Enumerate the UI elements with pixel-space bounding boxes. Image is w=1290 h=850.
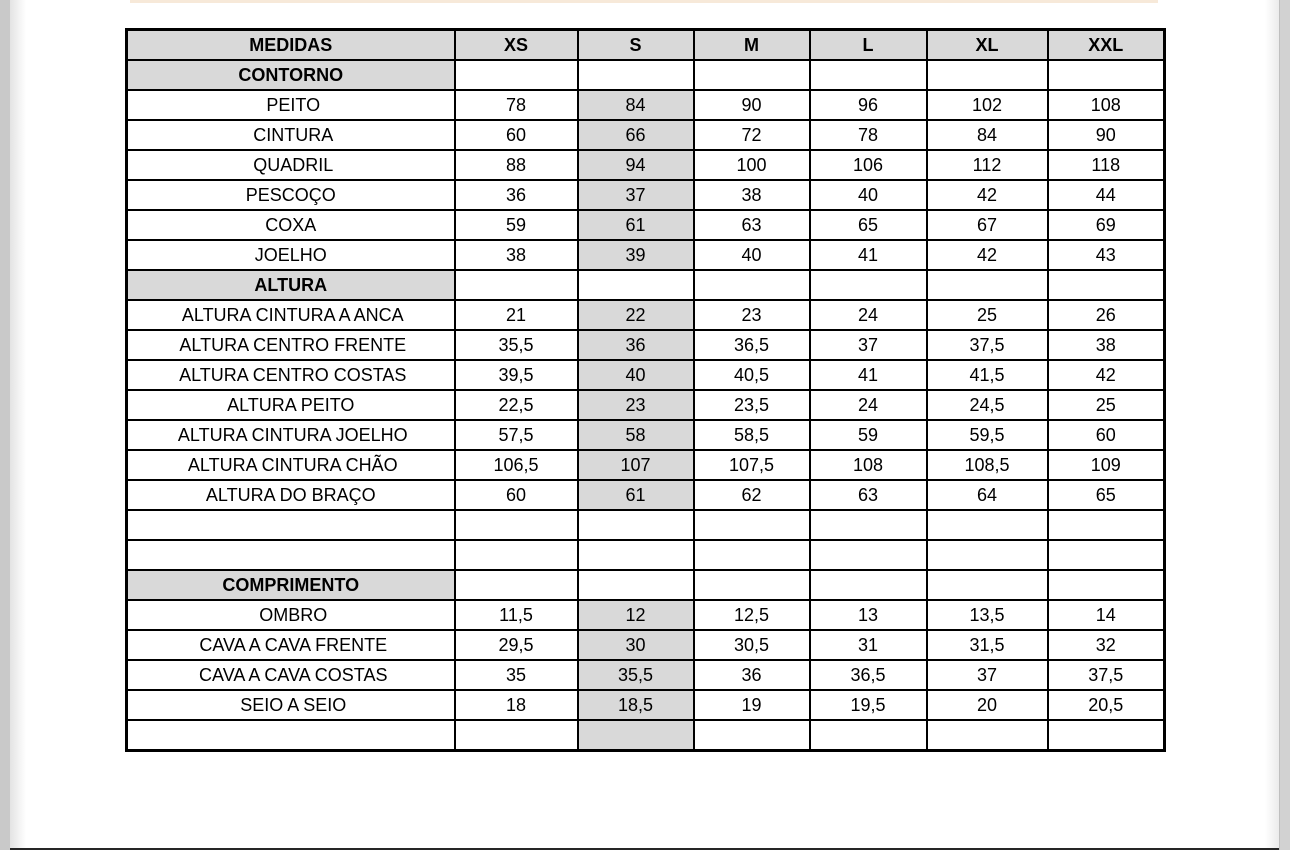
- header-size-xl: XL: [927, 30, 1048, 61]
- value-cell: 108: [810, 450, 927, 480]
- value-cell: 38: [694, 180, 810, 210]
- value-cell: 29,5: [455, 630, 578, 660]
- value-cell: 67: [927, 210, 1048, 240]
- value-cell: 59: [810, 420, 927, 450]
- value-cell: 90: [1048, 120, 1165, 150]
- empty-row: [127, 540, 1165, 570]
- value-cell: 37: [810, 330, 927, 360]
- value-cell: 42: [927, 180, 1048, 210]
- value-cell: 19: [694, 690, 810, 720]
- value-cell: 18: [455, 690, 578, 720]
- table-row: [127, 330, 1165, 360]
- value-cell: 72: [694, 120, 810, 150]
- value-cell: 118: [1048, 150, 1165, 180]
- value-cell: 19,5: [810, 690, 927, 720]
- value-cell: [1048, 540, 1165, 570]
- row-label-cell: PESCOÇO: [127, 180, 455, 210]
- row-label-cell: JOELHO: [127, 240, 455, 270]
- row-label-cell: ALTURA CENTRO FRENTE: [127, 330, 455, 360]
- value-cell: 66: [578, 120, 694, 150]
- value-cell: 102: [927, 90, 1048, 120]
- row-label-cell: ALTURA CINTURA A ANCA: [127, 300, 455, 330]
- value-cell: 88: [455, 150, 578, 180]
- section-label-cell: ALTURA: [127, 270, 455, 300]
- table-row: [127, 630, 1165, 660]
- value-cell: [578, 510, 694, 540]
- size-table-body: [127, 60, 1165, 751]
- value-cell: 39: [578, 240, 694, 270]
- value-cell: 108: [1048, 90, 1165, 120]
- value-cell: 64: [927, 480, 1048, 510]
- value-cell: 96: [810, 90, 927, 120]
- value-cell: 35,5: [455, 330, 578, 360]
- value-cell: [578, 570, 694, 600]
- value-cell: 107,5: [694, 450, 810, 480]
- value-cell: 69: [1048, 210, 1165, 240]
- value-cell: 40: [810, 180, 927, 210]
- value-cell: 36: [455, 180, 578, 210]
- table-row: [127, 180, 1165, 210]
- value-cell: [810, 540, 927, 570]
- value-cell: [927, 60, 1048, 90]
- value-cell: 106,5: [455, 450, 578, 480]
- value-cell: 36: [694, 660, 810, 690]
- value-cell: [810, 570, 927, 600]
- value-cell: 37,5: [1048, 660, 1165, 690]
- value-cell: [455, 270, 578, 300]
- value-cell: 35,5: [578, 660, 694, 690]
- value-cell: 58: [578, 420, 694, 450]
- value-cell: 59,5: [927, 420, 1048, 450]
- value-cell: 43: [1048, 240, 1165, 270]
- row-label-cell: CINTURA: [127, 120, 455, 150]
- value-cell: 100: [694, 150, 810, 180]
- value-cell: [694, 540, 810, 570]
- row-label-cell: COXA: [127, 210, 455, 240]
- table-row: [127, 690, 1165, 720]
- row-label-cell: QUADRIL: [127, 150, 455, 180]
- value-cell: 39,5: [455, 360, 578, 390]
- row-label-cell: ALTURA CINTURA JOELHO: [127, 420, 455, 450]
- value-cell: 12,5: [694, 600, 810, 630]
- value-cell: 57,5: [455, 420, 578, 450]
- value-cell: 40: [578, 360, 694, 390]
- table-row: [127, 240, 1165, 270]
- value-cell: 41: [810, 360, 927, 390]
- value-cell: 38: [455, 240, 578, 270]
- value-cell: 84: [927, 120, 1048, 150]
- table-row: [127, 150, 1165, 180]
- row-label-cell: [127, 540, 455, 570]
- table-row: [127, 120, 1165, 150]
- value-cell: [578, 720, 694, 751]
- value-cell: 37,5: [927, 330, 1048, 360]
- value-cell: [578, 540, 694, 570]
- table-row: [127, 210, 1165, 240]
- row-label-cell: SEIO A SEIO: [127, 690, 455, 720]
- value-cell: 22,5: [455, 390, 578, 420]
- value-cell: 23: [694, 300, 810, 330]
- row-label-cell: [127, 510, 455, 540]
- value-cell: 31,5: [927, 630, 1048, 660]
- value-cell: [578, 270, 694, 300]
- value-cell: 94: [578, 150, 694, 180]
- value-cell: 36: [578, 330, 694, 360]
- value-cell: 20,5: [1048, 690, 1165, 720]
- value-cell: 78: [810, 120, 927, 150]
- value-cell: 84: [578, 90, 694, 120]
- value-cell: 78: [455, 90, 578, 120]
- value-cell: [455, 720, 578, 751]
- row-label-cell: [127, 720, 455, 751]
- table-row: [127, 480, 1165, 510]
- value-cell: [455, 510, 578, 540]
- value-cell: 18,5: [578, 690, 694, 720]
- empty-row: [127, 510, 1165, 540]
- section-row: [127, 270, 1165, 300]
- value-cell: 60: [1048, 420, 1165, 450]
- value-cell: [927, 540, 1048, 570]
- header-size-xxl: XXL: [1048, 30, 1165, 61]
- value-cell: 60: [455, 120, 578, 150]
- value-cell: 112: [927, 150, 1048, 180]
- section-row: [127, 570, 1165, 600]
- value-cell: [927, 270, 1048, 300]
- row-label-cell: ALTURA CINTURA CHÃO: [127, 450, 455, 480]
- value-cell: 32: [1048, 630, 1165, 660]
- value-cell: [1048, 270, 1165, 300]
- value-cell: 59: [455, 210, 578, 240]
- value-cell: [810, 60, 927, 90]
- value-cell: 26: [1048, 300, 1165, 330]
- value-cell: 13,5: [927, 600, 1048, 630]
- left-gutter-shadow: [10, 0, 26, 850]
- value-cell: [455, 540, 578, 570]
- value-cell: 38: [1048, 330, 1165, 360]
- value-cell: 37: [578, 180, 694, 210]
- value-cell: [694, 720, 810, 751]
- size-chart-table: [125, 28, 1166, 752]
- value-cell: 12: [578, 600, 694, 630]
- table-row: [127, 90, 1165, 120]
- value-cell: 65: [1048, 480, 1165, 510]
- row-label-cell: ALTURA PEITO: [127, 390, 455, 420]
- value-cell: 37: [927, 660, 1048, 690]
- left-gutter: [0, 0, 10, 850]
- section-row: [127, 60, 1165, 90]
- table-row: [127, 600, 1165, 630]
- value-cell: 90: [694, 90, 810, 120]
- value-cell: 107: [578, 450, 694, 480]
- value-cell: 60: [455, 480, 578, 510]
- header-size-l: L: [810, 30, 927, 61]
- section-label-cell: COMPRIMENTO: [127, 570, 455, 600]
- row-label-cell: CAVA A CAVA FRENTE: [127, 630, 455, 660]
- row-label-cell: OMBRO: [127, 600, 455, 630]
- right-gutter: [1279, 0, 1290, 850]
- header-size-s: S: [578, 30, 694, 61]
- value-cell: 30: [578, 630, 694, 660]
- value-cell: 36,5: [810, 660, 927, 690]
- value-cell: [810, 720, 927, 751]
- value-cell: [455, 60, 578, 90]
- value-cell: 41: [810, 240, 927, 270]
- table-row: [127, 390, 1165, 420]
- value-cell: 24: [810, 390, 927, 420]
- row-label-cell: PEITO: [127, 90, 455, 120]
- value-cell: [927, 720, 1048, 751]
- value-cell: 36,5: [694, 330, 810, 360]
- empty-row: [127, 720, 1165, 751]
- value-cell: 41,5: [927, 360, 1048, 390]
- value-cell: 23: [578, 390, 694, 420]
- value-cell: 13: [810, 600, 927, 630]
- row-label-cell: CAVA A CAVA COSTAS: [127, 660, 455, 690]
- table-row: [127, 660, 1165, 690]
- value-cell: 40,5: [694, 360, 810, 390]
- value-cell: 30,5: [694, 630, 810, 660]
- value-cell: [694, 510, 810, 540]
- row-label-cell: ALTURA CENTRO COSTAS: [127, 360, 455, 390]
- value-cell: [927, 570, 1048, 600]
- value-cell: 109: [1048, 450, 1165, 480]
- value-cell: 11,5: [455, 600, 578, 630]
- header-row: [127, 30, 1165, 61]
- value-cell: [455, 570, 578, 600]
- value-cell: [578, 60, 694, 90]
- value-cell: 24: [810, 300, 927, 330]
- value-cell: 24,5: [927, 390, 1048, 420]
- value-cell: 58,5: [694, 420, 810, 450]
- row-label-cell: ALTURA DO BRAÇO: [127, 480, 455, 510]
- value-cell: 22: [578, 300, 694, 330]
- value-cell: [1048, 720, 1165, 751]
- value-cell: [694, 570, 810, 600]
- table-row: [127, 360, 1165, 390]
- value-cell: 63: [810, 480, 927, 510]
- value-cell: 42: [1048, 360, 1165, 390]
- value-cell: 44: [1048, 180, 1165, 210]
- value-cell: 31: [810, 630, 927, 660]
- value-cell: 62: [694, 480, 810, 510]
- value-cell: [1048, 510, 1165, 540]
- value-cell: 35: [455, 660, 578, 690]
- header-size-xs: XS: [455, 30, 578, 61]
- value-cell: 61: [578, 480, 694, 510]
- top-accent-line: [130, 0, 1158, 3]
- value-cell: 25: [927, 300, 1048, 330]
- right-gutter-shadow: [1265, 0, 1279, 850]
- value-cell: [810, 270, 927, 300]
- value-cell: 65: [810, 210, 927, 240]
- value-cell: [1048, 60, 1165, 90]
- value-cell: [694, 270, 810, 300]
- value-cell: 20: [927, 690, 1048, 720]
- table-row: [127, 420, 1165, 450]
- value-cell: 108,5: [927, 450, 1048, 480]
- header-size-m: M: [694, 30, 810, 61]
- table-row: [127, 300, 1165, 330]
- value-cell: 23,5: [694, 390, 810, 420]
- value-cell: 14: [1048, 600, 1165, 630]
- value-cell: [810, 510, 927, 540]
- section-label-cell: CONTORNO: [127, 60, 455, 90]
- value-cell: 63: [694, 210, 810, 240]
- value-cell: [1048, 570, 1165, 600]
- value-cell: 106: [810, 150, 927, 180]
- value-cell: 21: [455, 300, 578, 330]
- value-cell: [927, 510, 1048, 540]
- value-cell: 25: [1048, 390, 1165, 420]
- value-cell: 40: [694, 240, 810, 270]
- table-row: [127, 450, 1165, 480]
- value-cell: 61: [578, 210, 694, 240]
- value-cell: 42: [927, 240, 1048, 270]
- header-medidas: MEDIDAS: [127, 30, 455, 61]
- value-cell: [694, 60, 810, 90]
